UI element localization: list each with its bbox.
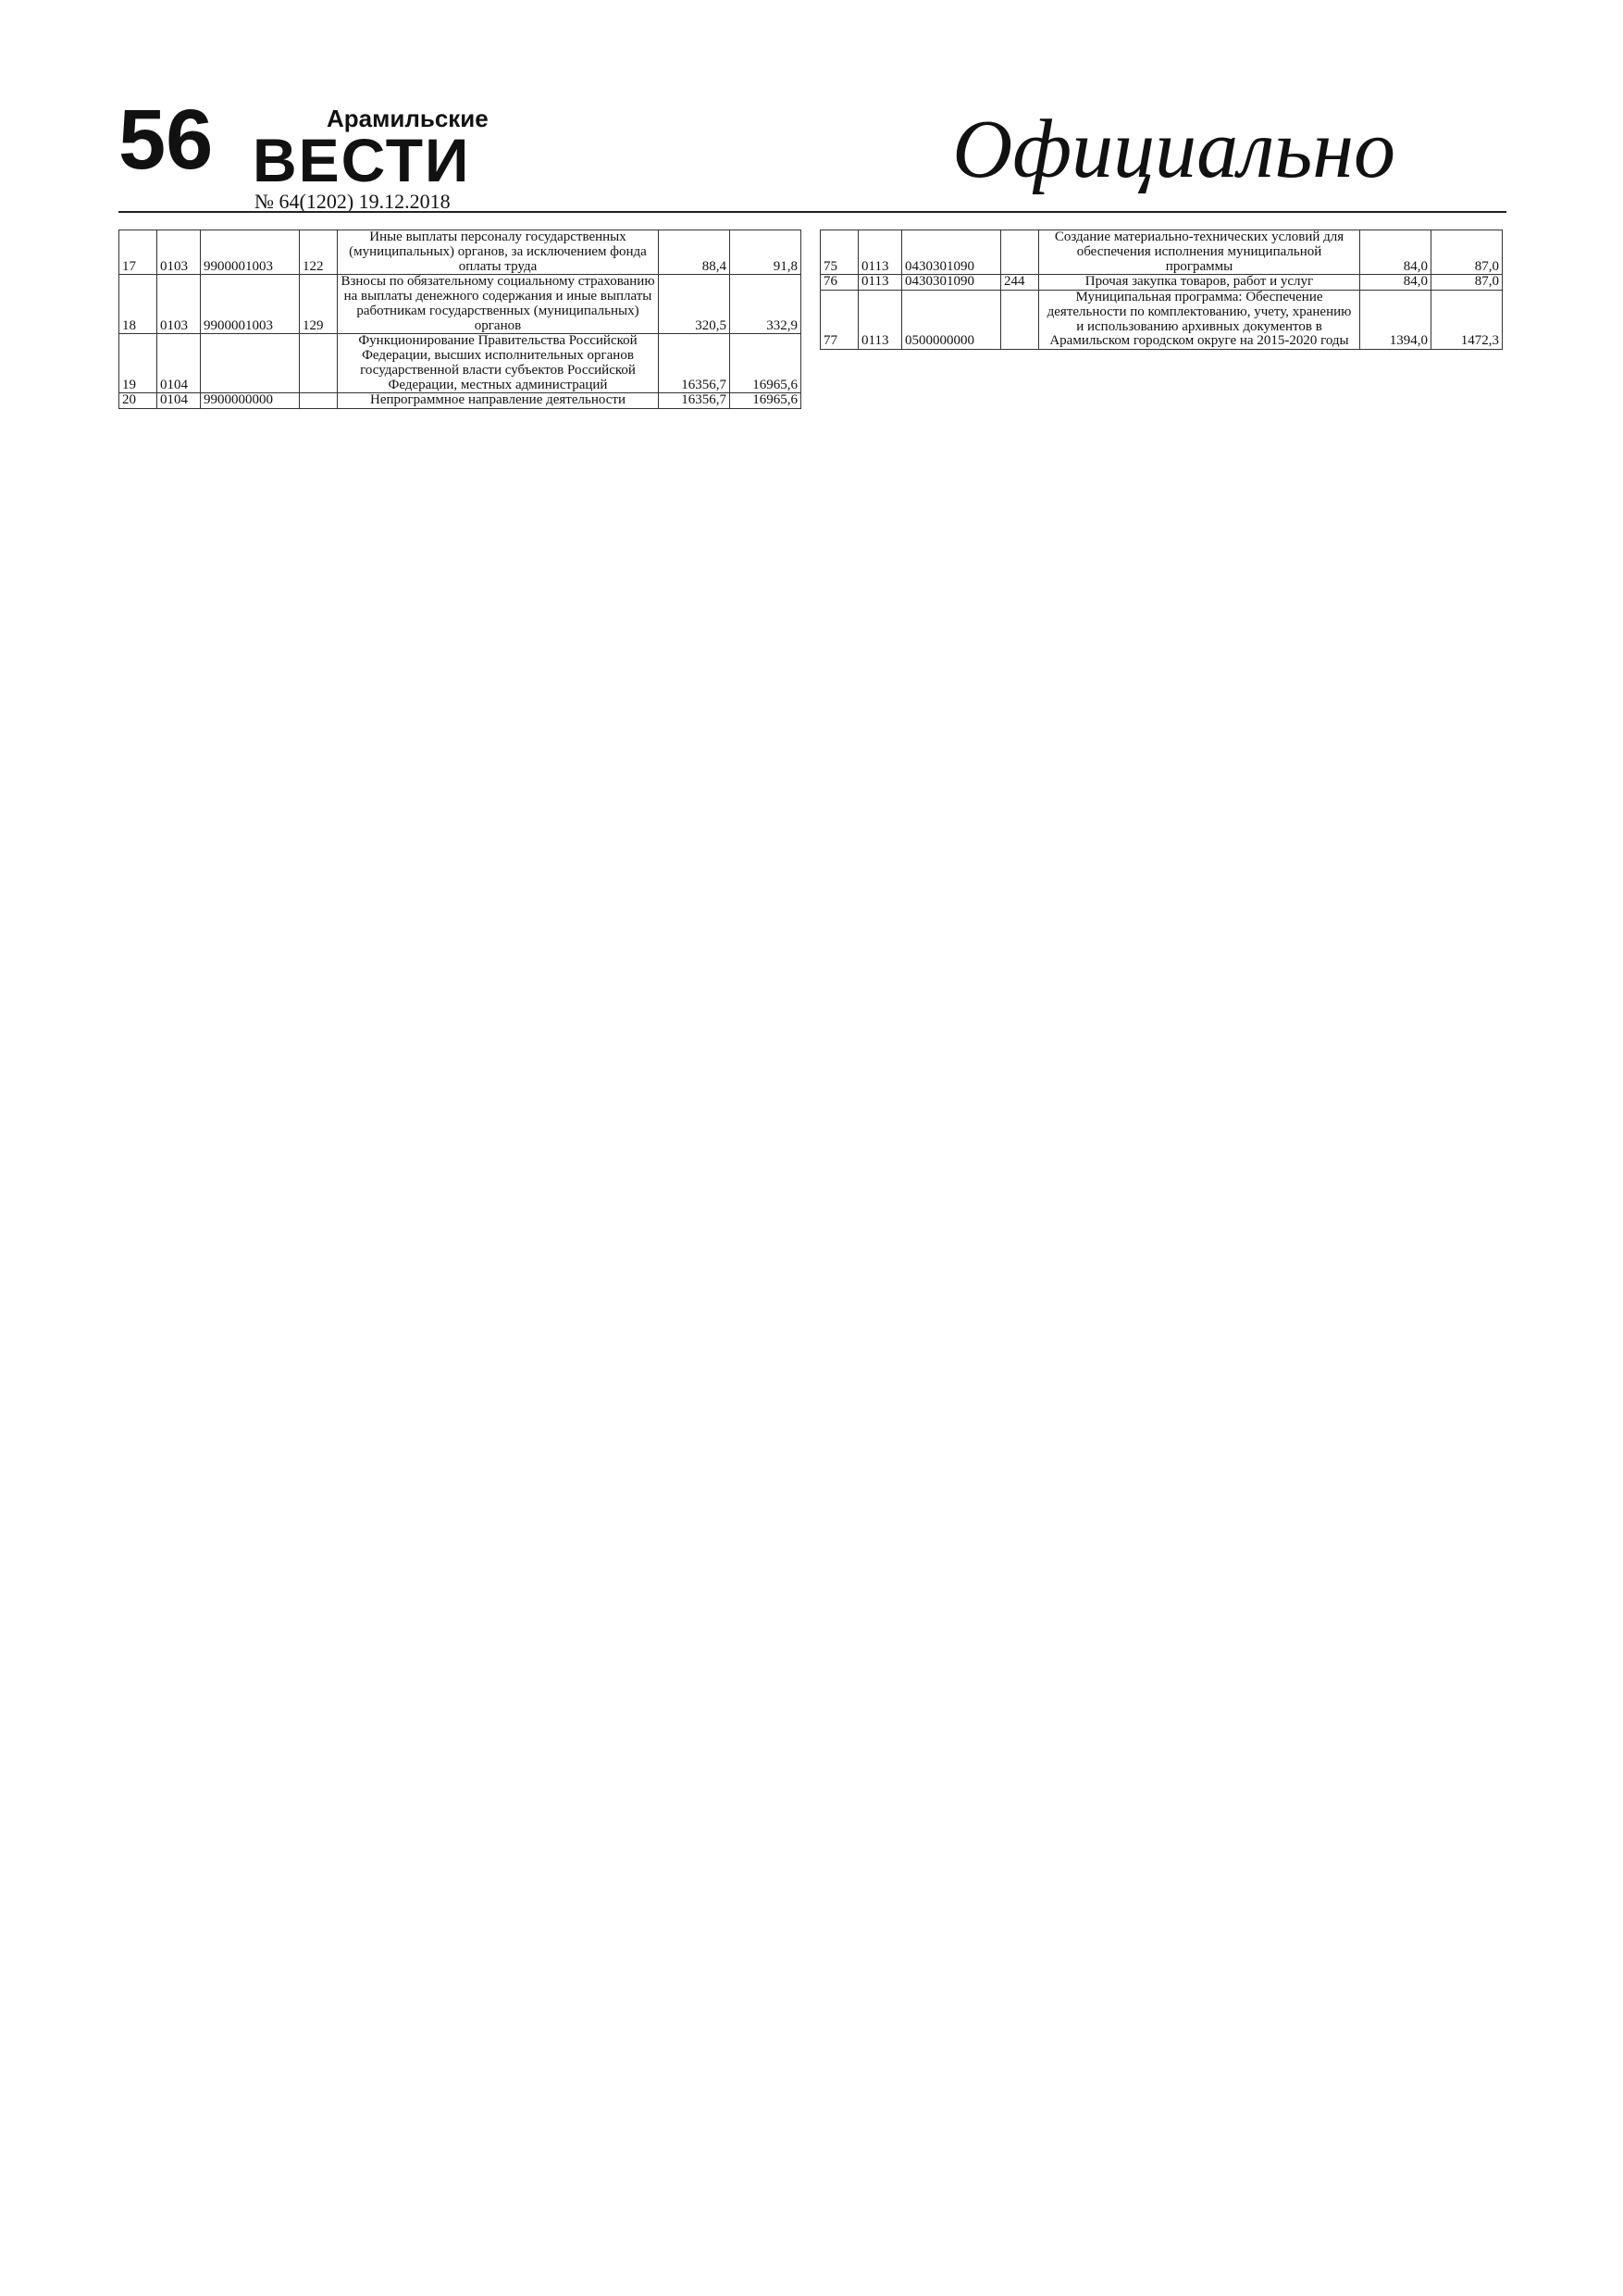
row-number: 19 (119, 334, 157, 393)
section-code: 0103 (157, 275, 201, 334)
expense-type: 129 (300, 275, 338, 334)
section-code: 0113 (859, 230, 902, 275)
right-column (820, 230, 1503, 350)
table-row (119, 334, 801, 393)
description: Прочая закупка товаров, работ и услуг (1039, 275, 1360, 291)
section-code: 0104 (157, 334, 201, 393)
target-code: 9900001003 (201, 230, 300, 275)
table-row (821, 230, 1503, 275)
row-number: 76 (821, 275, 859, 291)
amount-2019: 16356,7 (659, 393, 730, 409)
amount-2020: 91,8 (730, 230, 801, 275)
target-code: 0500000000 (902, 291, 1001, 350)
description: Иные выплаты персоналу государственных (муниципальных) органов, за исключением фонда оплаты труда (338, 230, 659, 275)
description: Взносы по обязательному социальному страхованию на выплаты денежного содержания и иные выплаты работникам государственных (муниципальных) органов (338, 275, 659, 334)
expense-type (1001, 291, 1039, 350)
page-number: 56 (118, 93, 214, 187)
description: Функционирование Правительства Российской Федерации, высших исполнительных органов государственной власти субъектов Российской Федерации, местных администраций (338, 334, 659, 393)
section-code: 0104 (157, 393, 201, 409)
expense-type (300, 393, 338, 409)
logo-subtitle: Арамильские (327, 105, 489, 132)
section-title: Официально (952, 104, 1395, 195)
amount-2020: 87,0 (1431, 275, 1503, 291)
table-row (119, 275, 801, 334)
amount-2020: 87,0 (1431, 230, 1503, 275)
target-code (201, 334, 300, 393)
budget-table-left (118, 230, 801, 409)
left-column (118, 230, 801, 409)
header-rule (118, 211, 1506, 213)
masthead (118, 93, 1506, 213)
table-row (119, 393, 801, 409)
expense-type (300, 334, 338, 393)
target-code: 9900000000 (201, 393, 300, 409)
amount-2019: 1394,0 (1360, 291, 1431, 350)
amount-2019: 16356,7 (659, 334, 730, 393)
newspaper-logo (253, 105, 489, 194)
row-number: 77 (821, 291, 859, 350)
amount-2020: 332,9 (730, 275, 801, 334)
logo-title: ВЕСТИ (253, 126, 471, 194)
expense-type: 122 (300, 230, 338, 275)
expense-type: 244 (1001, 275, 1039, 291)
target-code: 0430301090 (902, 275, 1001, 291)
row-number: 20 (119, 393, 157, 409)
table-row (119, 230, 801, 275)
amount-2019: 84,0 (1360, 230, 1431, 275)
budget-table-right (820, 230, 1503, 350)
issue-date: № 64(1202) 19.12.2018 (254, 190, 451, 213)
section-code: 0103 (157, 230, 201, 275)
row-number: 18 (119, 275, 157, 334)
amount-2019: 84,0 (1360, 275, 1431, 291)
section-code: 0113 (859, 291, 902, 350)
target-code: 0430301090 (902, 230, 1001, 275)
amount-2020: 16965,6 (730, 393, 801, 409)
amount-2019: 320,5 (659, 275, 730, 334)
amount-2020: 16965,6 (730, 334, 801, 393)
row-number: 17 (119, 230, 157, 275)
table-row (821, 275, 1503, 291)
description: Непрограммное направление деятельности (338, 393, 659, 409)
expense-type (1001, 230, 1039, 275)
amount-2019: 88,4 (659, 230, 730, 275)
section-code: 0113 (859, 275, 902, 291)
table-row (821, 291, 1503, 350)
target-code: 9900001003 (201, 275, 300, 334)
description: Создание материально-технических условий для обеспечения исполнения муниципальной программы (1039, 230, 1360, 275)
description: Муниципальная программа: Обеспечение деятельности по комплектованию, учету, хранению и использованию архивных документов в Арамильском городском округе на 2015-2020 годы (1039, 291, 1360, 350)
amount-2020: 1472,3 (1431, 291, 1503, 350)
row-number: 75 (821, 230, 859, 275)
